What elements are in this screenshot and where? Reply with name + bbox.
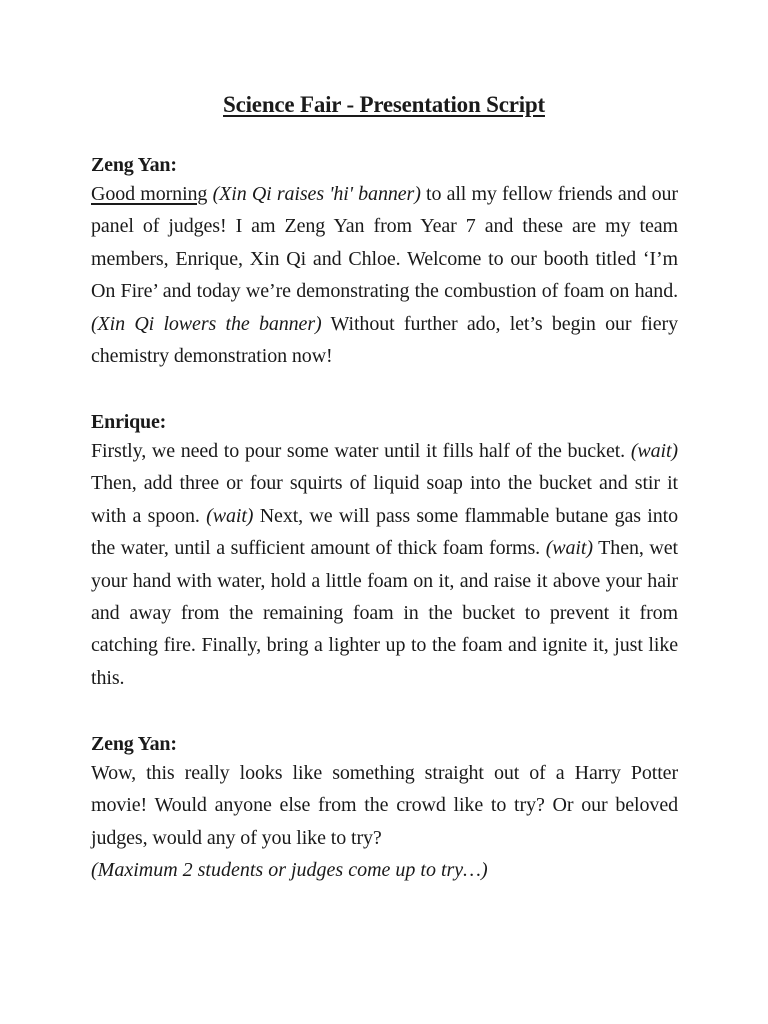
speaker-name: Enrique: bbox=[91, 411, 167, 433]
dialogue-text: Without further ado, let’s begin our fiery chemistry demonstration now! bbox=[91, 312, 678, 368]
page-title: Science Fair - Presentation Script bbox=[223, 92, 545, 117]
stage-direction: (Xin Qi raises 'hi' banner) bbox=[212, 183, 421, 205]
dialogue-text: Firstly, we need to pour some water until it fills half of the bucket. bbox=[91, 440, 631, 462]
speaker-name: Zeng Yan: bbox=[91, 154, 177, 176]
dialogue-paragraph bbox=[91, 435, 678, 694]
dialogue-text: to all my fellow friends and our panel of judges! I am Zeng Yan from Year 7 and these are my team members, Enrique, Xin Qi and Chloe. Welcome to our booth titled ‘I’m On Fire’ and today we’re demonstrating the combustion of foam on hand. bbox=[91, 183, 678, 303]
dialogue-text: Then, wet your hand with water, hold a little foam on it, and raise it above your hair and away from the remaining foam in the bucket to prevent it from catching fire. Finally, bring a lighter up to the foam and ignite it, just like this. bbox=[91, 537, 678, 689]
dialogue-text: Then, add three or four squirts of liquid soap into the bucket and stir it with a spoon. bbox=[91, 472, 678, 527]
dialogue-text: Good morning bbox=[91, 183, 208, 205]
script-section-zeng-yan-intro bbox=[91, 152, 678, 372]
dialogue-text: Next, we will pass some flammable butane gas into the water, until a sufficient amount of thick foam forms. bbox=[91, 504, 678, 560]
dialogue-text: Wow, this really looks like something straight out of a Harry Potter movie! Would anyone else from the crowd like to try? Or our beloved judges, would any of you like to try? bbox=[91, 762, 678, 849]
script-section-zeng-yan-invite bbox=[91, 731, 678, 886]
stage-direction: (Xin Qi lowers the banner) bbox=[91, 312, 322, 335]
speaker-name: Zeng Yan: bbox=[91, 733, 177, 755]
stage-direction: (wait) bbox=[545, 537, 593, 560]
stage-direction: (wait) bbox=[630, 440, 678, 462]
dialogue-paragraph bbox=[91, 757, 678, 854]
dialogue-paragraph bbox=[91, 178, 678, 372]
script-section-enrique bbox=[91, 409, 678, 694]
stage-direction: (wait) bbox=[206, 504, 254, 527]
stage-direction: (Maximum 2 students or judges come up to try…) bbox=[91, 859, 488, 882]
